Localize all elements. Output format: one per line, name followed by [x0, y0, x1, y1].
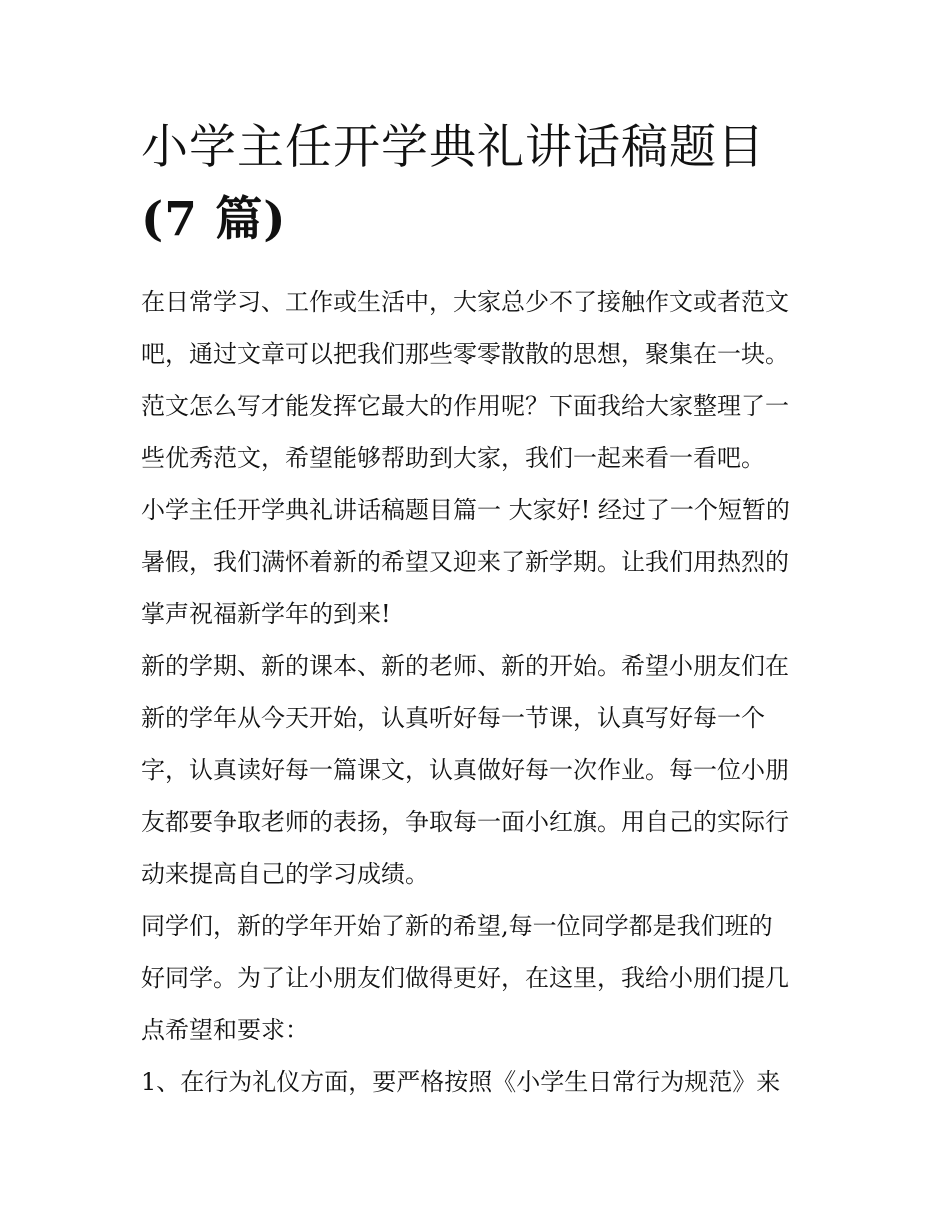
body-line: 字，认真读好每一篇课文，认真做好每一次作业。每一位小朋	[141, 756, 789, 784]
title-line-2: (7 篇)	[141, 192, 287, 247]
body-line: 在日常学习、工作或生活中，大家总少不了接触作文或者范文	[141, 288, 789, 316]
body-line: 吧，通过文章可以把我们那些零零散散的思想，聚集在一块。	[141, 340, 789, 368]
body-line: 友都要争取老师的表扬，争取每一面小红旗。用自己的实际行	[141, 808, 789, 836]
body-line: 新的学年从今天开始，认真听好每一节课，认真写好每一个	[141, 704, 765, 732]
body-line: 同学们，新的学年开始了新的希望,每一位同学都是我们班的	[141, 912, 773, 940]
body-line: 动来提高自己的学习成绩。	[141, 860, 429, 888]
body-line: 1、在行为礼仪方面，要严格按照《小学生日常行为规范》来	[141, 1068, 781, 1096]
body-line: 新的学期、新的课本、新的老师、新的开始。希望小朋友们在	[141, 652, 789, 680]
title-line-1: 小学主任开学典礼讲话稿题目	[141, 120, 765, 175]
body-line: 些优秀范文，希望能够帮助到大家，我们一起来看一看吧。	[141, 444, 765, 472]
document-title	[141, 112, 821, 256]
body-line: 点希望和要求：	[141, 1016, 309, 1044]
body-line: 范文怎么写才能发挥它最大的作用呢？下面我给大家整理了一	[141, 392, 789, 420]
document-body	[141, 276, 821, 1108]
body-line: 好同学。为了让小朋友们做得更好，在这里，我给小朋们提几	[141, 964, 789, 992]
body-line: 暑假，我们满怀着新的希望又迎来了新学期。让我们用热烈的	[141, 548, 789, 576]
body-line: 掌声祝福新学年的到来!	[141, 600, 391, 628]
body-line: 小学主任开学典礼讲话稿题目篇一 大家好! 经过了一个短暂的	[141, 496, 790, 524]
